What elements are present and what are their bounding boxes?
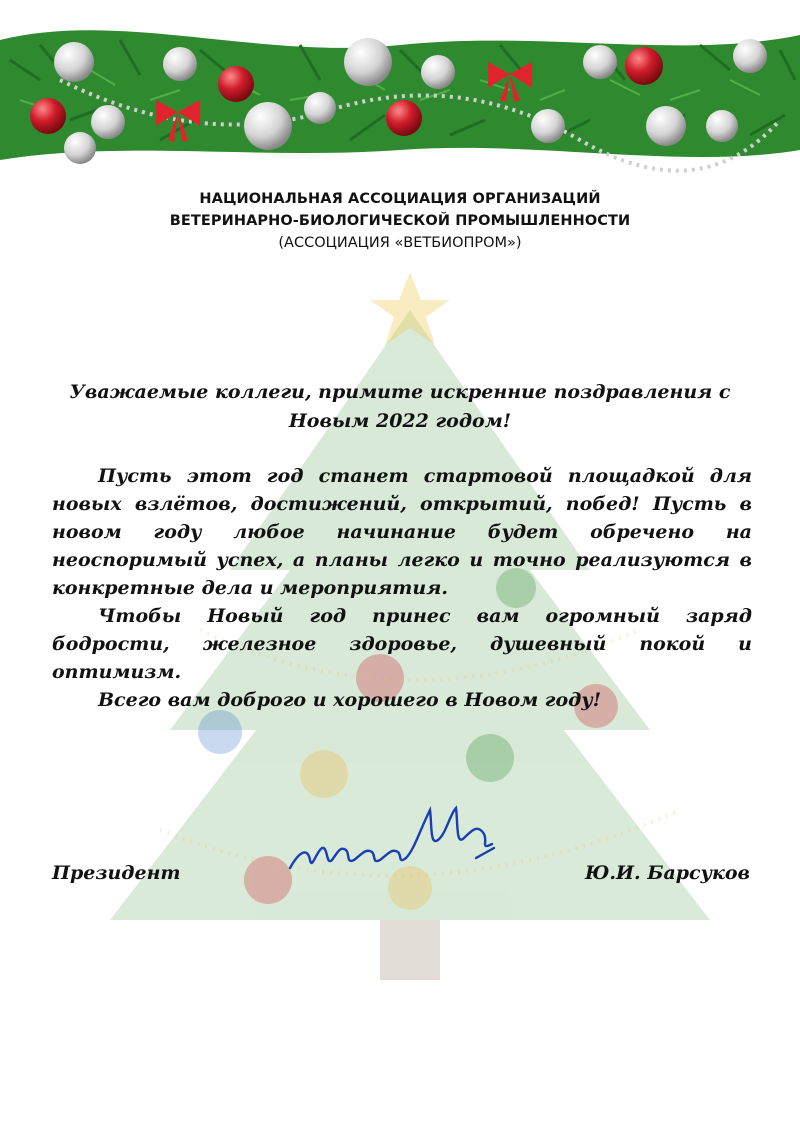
handwritten-signature <box>280 790 520 890</box>
organization-name-line2: ВЕТЕРИНАРНО-БИОЛОГИЧЕСКОЙ ПРОМЫШЛЕННОСТИ <box>169 213 631 229</box>
signatory-name: Ю.И. Барсуков <box>584 862 750 884</box>
christmas-garland-icon <box>0 0 800 180</box>
letter-paragraph: Чтобы Новый год принес вам огромный заряд бодрости, железное здоровье, душевный покой и оптимизм. <box>52 605 752 683</box>
organization-name-line1: НАЦИОНАЛЬНАЯ АССОЦИАЦИЯ ОРГАНИЗАЦИЙ <box>199 191 601 207</box>
organization-header <box>0 188 800 254</box>
organization-short-name: (АССОЦИАЦИЯ «ВЕТБИОПРОМ») <box>278 235 522 251</box>
signatory-title: Президент <box>52 862 181 884</box>
greeting-heading: Уважаемые коллеги, примите искренние поздравления с Новым 2022 годом! <box>69 381 731 432</box>
letter-paragraph: Пусть этот год станет стартовой площадкой для новых взлётов, достижений, открытий, побед! Пусть в новом году любое начинание будет обречено на неоспоримый успех, а планы легко и точно реализуются в конкретные дела и мероприятия. <box>52 465 752 599</box>
letter-body <box>52 462 752 714</box>
letter-paragraph: Всего вам доброго и хорошего в Новом году! <box>98 689 602 711</box>
